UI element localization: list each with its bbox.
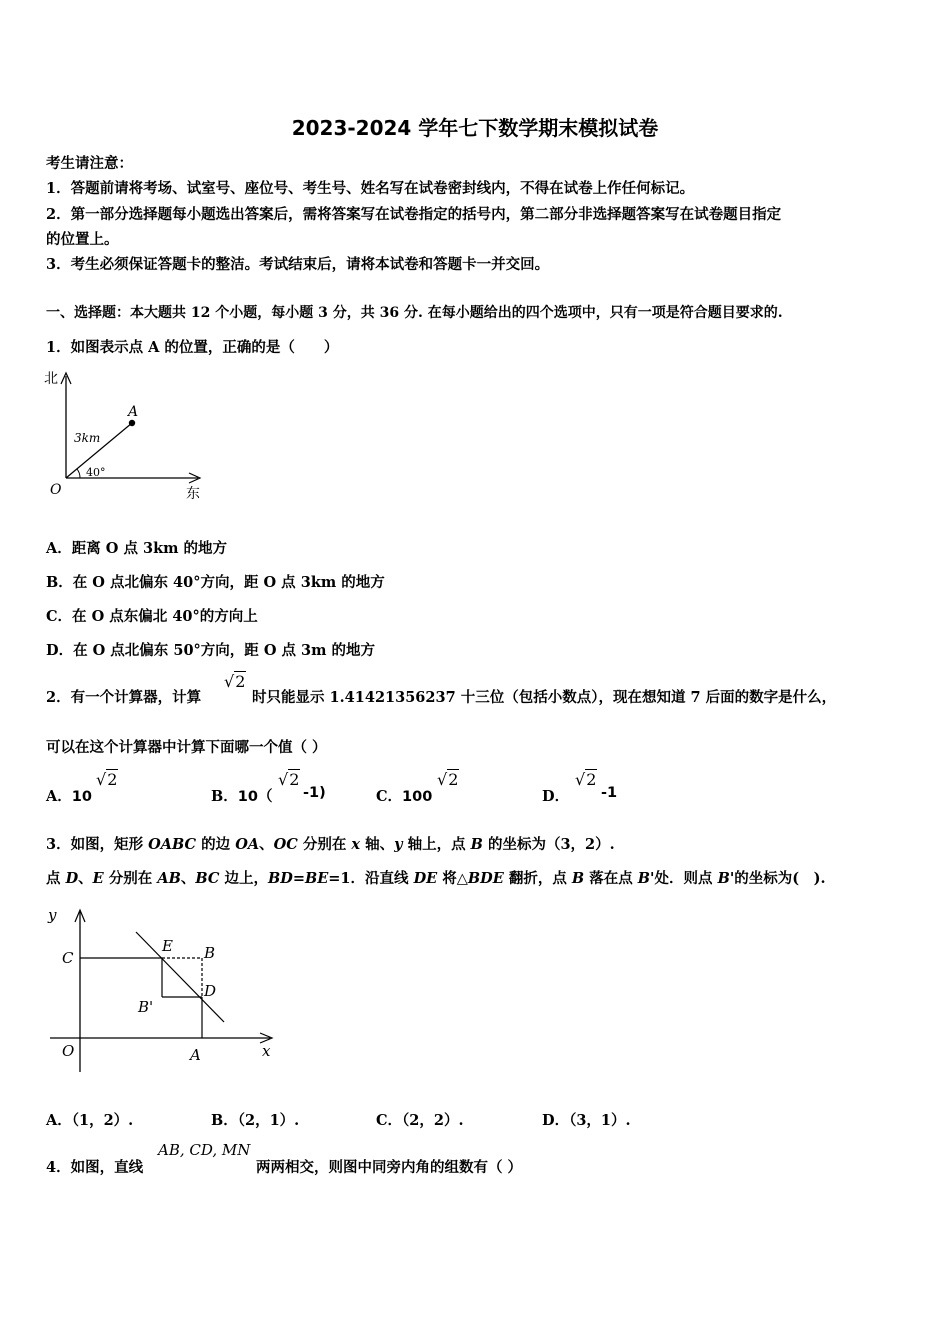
q1-option-d: D．在 O 点北偏东 50°方向，距 O 点 3m 的地方: [46, 642, 376, 659]
q4-stem-start: 4．如图，直线: [46, 1159, 144, 1176]
c-label: C: [62, 949, 74, 967]
angle-label: 40°: [86, 466, 106, 479]
q2-option-a-label: A．: [46, 788, 72, 805]
q2-stem-mid: 时只能显示 1.41421356237 十三位（包括小数点），现在想知道 7 后面的数字是什么，: [252, 689, 837, 706]
q2-option-c-label: C．: [376, 788, 403, 805]
north-label: 北: [44, 371, 58, 387]
q2-option-a: [46, 785, 92, 806]
q1-option-a: A．距离 O 点 3km 的地方: [46, 540, 228, 557]
q2-c-radicand: 2: [448, 770, 459, 789]
q2-a-radical: √2: [96, 770, 118, 789]
notice-item-1: 1．答题前请将考场、试室号、座位号、考生号、姓名写在试卷密封线内，不得在试卷上作任何标记。: [46, 180, 695, 197]
q4-stem-end: 两两相交，则图中同旁内角的组数有（ ）: [256, 1159, 523, 1176]
q2-option-b-suffix: -1): [303, 785, 326, 801]
angle-arc: [77, 469, 80, 478]
q2-c-radical: √2: [437, 770, 459, 789]
page-title: 2023-2024 学年七下数学期末模拟试卷: [291, 116, 659, 140]
q2-option-b-label: B．: [211, 788, 238, 805]
o-label: O: [62, 1042, 75, 1060]
notice-item-2-cont: 的位置上。: [46, 231, 119, 248]
q2-option-b-prefix: 10（: [237, 789, 273, 805]
q3-option-b: B．（2，1）.: [211, 1112, 300, 1129]
q2-d-radical: √2: [575, 770, 597, 789]
sqrt2-radicand: 2: [235, 672, 246, 691]
origin-label: O: [50, 482, 62, 498]
x-label: x: [262, 1042, 271, 1060]
notice-item-3: 3．考生必须保证答题卡的整洁。考试结束后，请将本试卷和答题卡一并交回。: [46, 256, 550, 273]
q2-stem-end: 可以在这个计算器中计算下面哪一个值（ ）: [46, 739, 327, 756]
q2-option-d-label: D．: [542, 788, 570, 805]
q2-option-c: [376, 785, 432, 806]
q3-option-c: C．（2，2）.: [376, 1112, 464, 1129]
q4-lines: AB, CD, MN: [158, 1141, 251, 1159]
q1-stem: 1．如图表示点 A 的位置，正确的是（ ）: [46, 339, 339, 356]
q2-option-a-value: 10: [71, 789, 92, 805]
notice-heading: 考生请注意：: [46, 155, 133, 172]
q3-line-2: 点 D、E 分别在 AB、BC 边上，BD=BE=1．沿直线 DE 将△BDE 翻折，点 B 落在点 B'处．则点 B'的坐标为( ).: [46, 870, 826, 887]
q3-line-1: 3．如图，矩形 OABC 的边 OA、OC 分别在 x 轴、y 轴上，点 B 的坐标为（3，2）.: [46, 836, 615, 853]
q2-a-radicand: 2: [107, 770, 118, 789]
q2-option-d-suffix: -1: [601, 785, 618, 801]
q1-option-b: B．在 O 点北偏东 40°方向，距 O 点 3km 的地方: [46, 574, 385, 591]
q1-option-c: C．在 O 点东偏北 40°的方向上: [46, 608, 258, 625]
a-label: A: [190, 1046, 201, 1064]
q3-option-d: D．（3，1）.: [542, 1112, 631, 1129]
east-label: 东: [186, 486, 200, 502]
point-a-label: A: [128, 404, 139, 420]
section-heading: 一、选择题：本大题共 12 个小题，每小题 3 分，共 36 分. 在每小题给出的四个选项中，只有一项是符合题目要求的.: [46, 305, 783, 321]
q2-stem-start: 2．有一个计算器，计算: [46, 689, 202, 706]
q1-figure: [40, 368, 210, 506]
q3-option-a: A．（1，2）.: [46, 1112, 134, 1129]
q3-figure: [44, 900, 280, 1078]
q2-b-radical: √2: [278, 770, 300, 789]
d-label: D: [204, 982, 217, 1000]
point-a-dot: [129, 420, 135, 426]
notice-item-2: 2．第一部分选择题每小题选出答案后，需将答案写在试卷指定的括号内，第二部分非选择题答案写在试卷题目指定: [46, 206, 782, 223]
q2-option-c-value: 100: [402, 789, 433, 805]
sqrt2-radical: √2: [224, 672, 246, 691]
q2-d-radicand: 2: [586, 770, 597, 789]
y-label: y: [48, 906, 57, 924]
b-prime-label: B': [138, 998, 154, 1016]
distance-label: 3km: [74, 431, 101, 445]
e-label: E: [162, 937, 173, 955]
b-label: B: [204, 944, 216, 962]
q2-b-radicand: 2: [289, 770, 300, 789]
q2-option-b: [211, 785, 272, 806]
